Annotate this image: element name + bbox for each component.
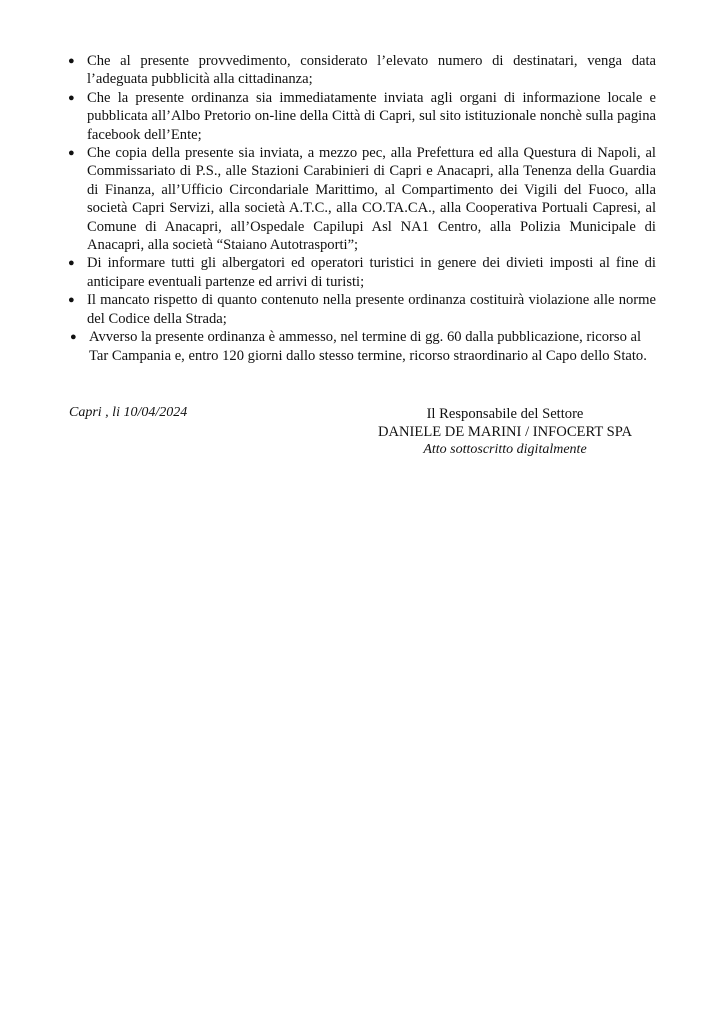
signature-role: Il Responsabile del Settore xyxy=(426,406,584,422)
list-item xyxy=(68,52,656,89)
list-item xyxy=(68,89,656,144)
bullet-icon: ● xyxy=(68,257,75,270)
signature-block xyxy=(370,405,640,459)
bullet-icon: ● xyxy=(70,331,77,344)
dispositions-list xyxy=(68,52,656,365)
list-item-text: Avverso la presente ordinanza è ammesso, nel termine di gg. 60 dalla pubblicazione, ricorso al Tar Campania e, entro 120 giorni dallo stesso termine, ricorso straordinario al Capo dello Stato. xyxy=(89,329,647,364)
bullet-icon: ● xyxy=(68,91,75,104)
list-item-text: Che al presente provvedimento, considerato l’elevato numero di destinatari, venga data l’adeguata pubblicità alla cittadinanza; xyxy=(87,53,656,88)
signature-name: DANIELE DE MARINI / INFOCERT SPA xyxy=(377,424,633,440)
bullet-icon: ● xyxy=(68,294,75,307)
list-item xyxy=(68,144,656,254)
list-item-text: Di informare tutti gli albergatori ed operatori turistici in genere dei divieti imposti al fine di anticipare eventuali partenze ed arrivi di turisti; xyxy=(87,255,656,290)
list-item-text: Che copia della presente sia inviata, a mezzo pec, alla Prefettura ed alla Questura di Napoli, al Commissariato di P.S., alle Stazioni Carabinieri di Capri e Anacapri, alla Tenenza della Guardia di Finanza, all’Ufficio Circondariale Marittimo, al Compartimento dei Vigili del Fuoco, alla società Capri Servizi, alla società A.T.C., alla CO.TA.CA., alla Cooperativa Portuali Capresi, al Comune di Anacapri, all’Ospedale Capilupi Asl NA1 Centro, alla Polizia Municipale di Anacapri, alla società “Staiano Autotrasporti”; xyxy=(87,145,656,254)
list-item-text: Che la presente ordinanza sia immediatamente inviata agli organi di informazione locale e pubblicata all’Albo Pretorio on-line della Città di Capri, sul sito istituzionale nonchè sulla pagina facebook dell’Ente; xyxy=(87,89,656,143)
list-item-text: Il mancato rispetto di quanto contenuto nella presente ordinanza costituirà violazione alle norme del Codice della Strada; xyxy=(87,292,656,327)
signature-note: Atto sottoscritto digitalmente xyxy=(423,442,587,457)
list-item xyxy=(68,254,656,291)
bullet-icon: ● xyxy=(68,147,75,160)
list-item xyxy=(68,328,656,365)
bullet-icon: ● xyxy=(68,55,75,67)
place-date: Capri , li 10/04/2024 xyxy=(69,405,188,420)
list-item xyxy=(68,291,656,328)
